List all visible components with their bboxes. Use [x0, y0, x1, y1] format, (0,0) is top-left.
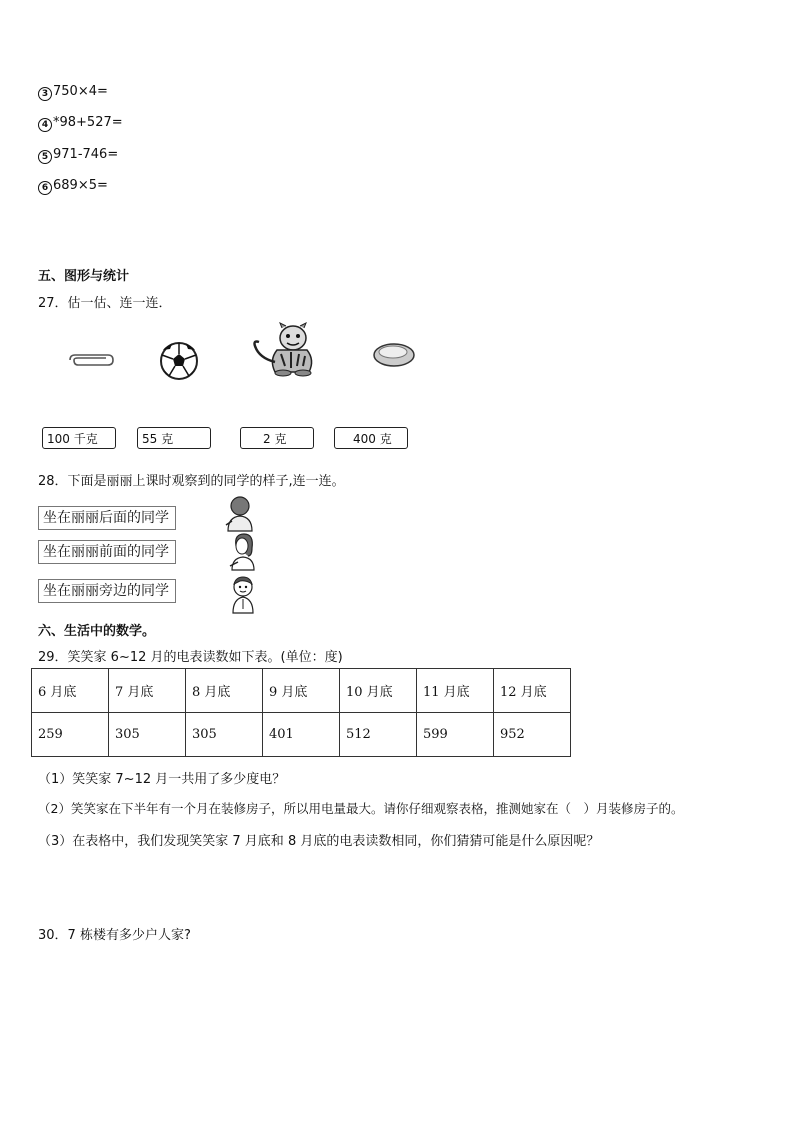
option-box: 坐在丽丽旁边的同学: [38, 579, 176, 603]
table-cell: 401: [263, 713, 340, 757]
weight-box: 100 千克: [42, 427, 116, 449]
table-cell: 305: [186, 713, 263, 757]
table-row: [32, 713, 571, 757]
soccer-ball-icon: [159, 341, 199, 381]
sub-question: （2）笑笑家在下半年有一个月在装修房子，所以用电量最大。请你仔细观察表格，推测她家在（ ）月装修房子的。: [38, 801, 684, 816]
sub-question: （3）在表格中，我们发现笑笑家 7 月底和 8 月底的电表读数相同，你们猜猜可能是什么原因呢？: [38, 834, 600, 849]
weight-box: 400 克: [334, 427, 408, 449]
table-header-cell: 11 月底: [417, 669, 494, 713]
table-header-cell: 7 月底: [109, 669, 186, 713]
table-header-cell: 12 月底: [494, 669, 571, 713]
student-back-view-icon: [222, 495, 258, 533]
student-front-view-icon: [226, 575, 260, 615]
question-28-text: 28．下面是丽丽上课时观察到的同学的样子,连一连。: [38, 474, 345, 489]
table-cell: 599: [417, 713, 494, 757]
calc-item: [38, 178, 108, 195]
weight-box: 2 克: [240, 427, 314, 449]
table-header-cell: 10 月底: [340, 669, 417, 713]
meter-reading-table: [31, 668, 571, 757]
calc-item: [38, 115, 123, 132]
tiger-icon: [249, 322, 319, 378]
section-title: 六、生活中的数学。: [38, 624, 156, 639]
option-box: 坐在丽丽前面的同学: [38, 540, 176, 564]
student-side-view-icon: [226, 532, 260, 572]
circled-number: 5: [38, 150, 52, 164]
table-cell: 259: [32, 713, 109, 757]
table-header-cell: 9 月底: [263, 669, 340, 713]
table-cell: 512: [340, 713, 417, 757]
circled-number: 4: [38, 118, 52, 132]
soap-icon: [372, 341, 418, 369]
table-header-cell: 8 月底: [186, 669, 263, 713]
calc-expression: 689×5=: [53, 178, 108, 193]
calc-expression: 750×4=: [53, 84, 108, 99]
section-title: 五、图形与统计: [38, 269, 130, 284]
calc-item: [38, 84, 108, 101]
table-cell: 952: [494, 713, 571, 757]
sub-question: （1）笑笑家 7~12 月一共用了多少度电？: [38, 772, 286, 787]
question-27-text: 27．估一估、连一连．: [38, 296, 172, 311]
calc-expression: 971-746=: [53, 147, 119, 162]
weight-box: 55 克: [137, 427, 211, 449]
calc-expression: *98+527=: [53, 115, 123, 130]
table-cell: 305: [109, 713, 186, 757]
question-29-text: 29．笑笑家 6~12 月的电表读数如下表。(单位：度): [38, 650, 343, 665]
table-header-cell: 6 月底: [32, 669, 109, 713]
table-row: [32, 669, 571, 713]
circled-number: 3: [38, 87, 52, 101]
paperclip-icon: [66, 352, 116, 368]
option-box: 坐在丽丽后面的同学: [38, 506, 176, 530]
question-30-text: 30．7 栋楼有多少户人家?: [38, 928, 191, 943]
circled-number: 6: [38, 181, 52, 195]
calc-item: [38, 147, 118, 164]
